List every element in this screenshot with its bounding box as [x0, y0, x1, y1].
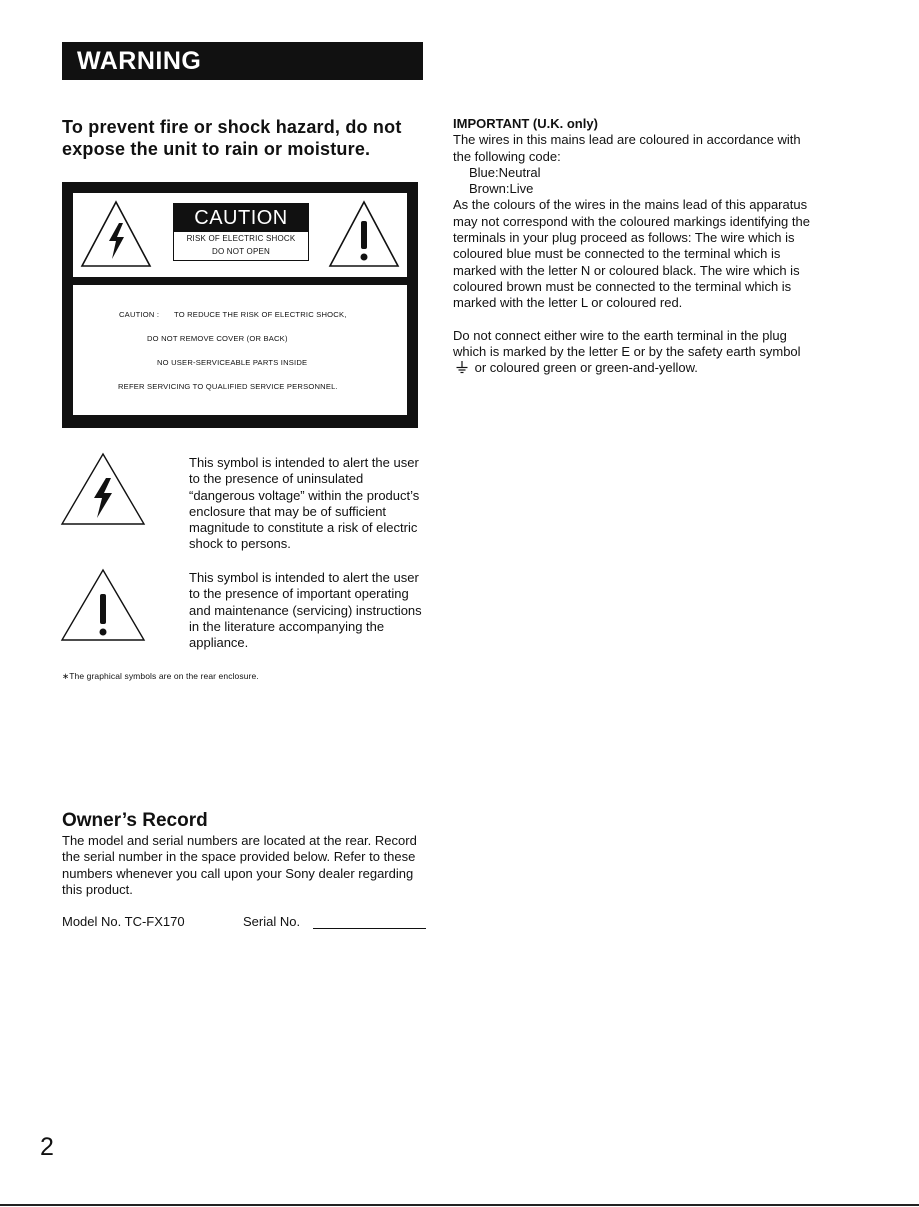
- earth-symbol-icon: [456, 361, 468, 374]
- caution-instructions: [73, 285, 407, 415]
- important-title: IMPORTANT (U.K. only): [453, 116, 598, 131]
- exclamation-warning-icon: [60, 568, 146, 642]
- owners-record-body: The model and serial numbers are located at the rear. Record the serial number in the space provided below. Refer to these numbers whenever you call upon your Sony dealer regarding this product.: [62, 833, 417, 897]
- caution-risk-text: RISK OF ELECTRIC SHOCK: [186, 234, 296, 243]
- warning-label: WARNING: [77, 47, 202, 75]
- wire-code-brown: Brown:Live: [469, 181, 534, 197]
- serial-number-label: Serial No.: [243, 914, 301, 929]
- caution-open-text: DO NOT OPEN: [211, 247, 271, 256]
- earth-text-after: or coloured green or green-and-yellow.: [474, 360, 698, 376]
- model-number: Model No. TC-FX170: [62, 914, 185, 929]
- caution-label: [173, 203, 309, 261]
- important-body: As the colours of the wires in the mains lead of this apparatus may not correspond with the coloured markings identifying the terminals in your plug proceed as follows: The wire which is coloured blue must be connected to the terminal which is marked with the letter N or coloured black. The wire which is coloured brown must be connected to the terminal which is marked with the letter L or coloured red.: [453, 197, 810, 311]
- uk-important-section: [453, 116, 813, 376]
- page-bottom-rule: [0, 1204, 919, 1206]
- caution-title: CAUTION: [174, 204, 308, 232]
- caution-label-panel: [62, 182, 418, 428]
- caution-line-3: NO USER-SERVICEABLE PARTS INSIDE: [157, 358, 308, 367]
- caution-prefix: CAUTION :: [119, 310, 160, 319]
- caution-line-4: REFER SERVICING TO QUALIFIED SERVICE PERSONNEL.: [118, 382, 338, 391]
- exclamation-symbol-description: This symbol is intended to alert the user to the presence of important operating and maintenance (servicing) instructions in the literature accompanying the appliance.: [189, 570, 422, 651]
- caution-line-1: TO REDUCE THE RISK OF ELECTRIC SHOCK,: [174, 310, 347, 319]
- warning-banner: [62, 42, 423, 80]
- hazard-heading: To prevent fire or shock hazard, do not expose the unit to rain or moisture.: [62, 117, 402, 159]
- serial-number-blank-line: [313, 928, 426, 929]
- lightning-warning-icon: [60, 452, 146, 526]
- page-number: 2: [40, 1133, 54, 1161]
- earth-text-before: Do not connect either wire to the earth terminal in the plug which is marked by the letter E or by the safety earth symbol: [453, 327, 801, 359]
- wire-code-blue: Blue:Neutral: [469, 164, 541, 180]
- lightning-warning-icon: [79, 199, 153, 269]
- owners-record-title: Owner’s Record: [62, 810, 208, 831]
- symbols-footnote: ∗The graphical symbols are on the rear enclosure.: [62, 671, 259, 681]
- exclamation-warning-icon: [327, 199, 401, 269]
- lightning-symbol-description: This symbol is intended to alert the user to the presence of uninsulated “dangerous voltage” within the product’s enclosure that may be of sufficient magnitude to constitute a risk of electric shock to persons.: [189, 455, 420, 552]
- important-intro: The wires in this mains lead are coloured in accordance with the following code:: [453, 132, 801, 164]
- caution-line-2: DO NOT REMOVE COVER (OR BACK): [147, 334, 288, 343]
- caution-header: [73, 193, 407, 277]
- earth-terminal-paragraph: [453, 328, 813, 377]
